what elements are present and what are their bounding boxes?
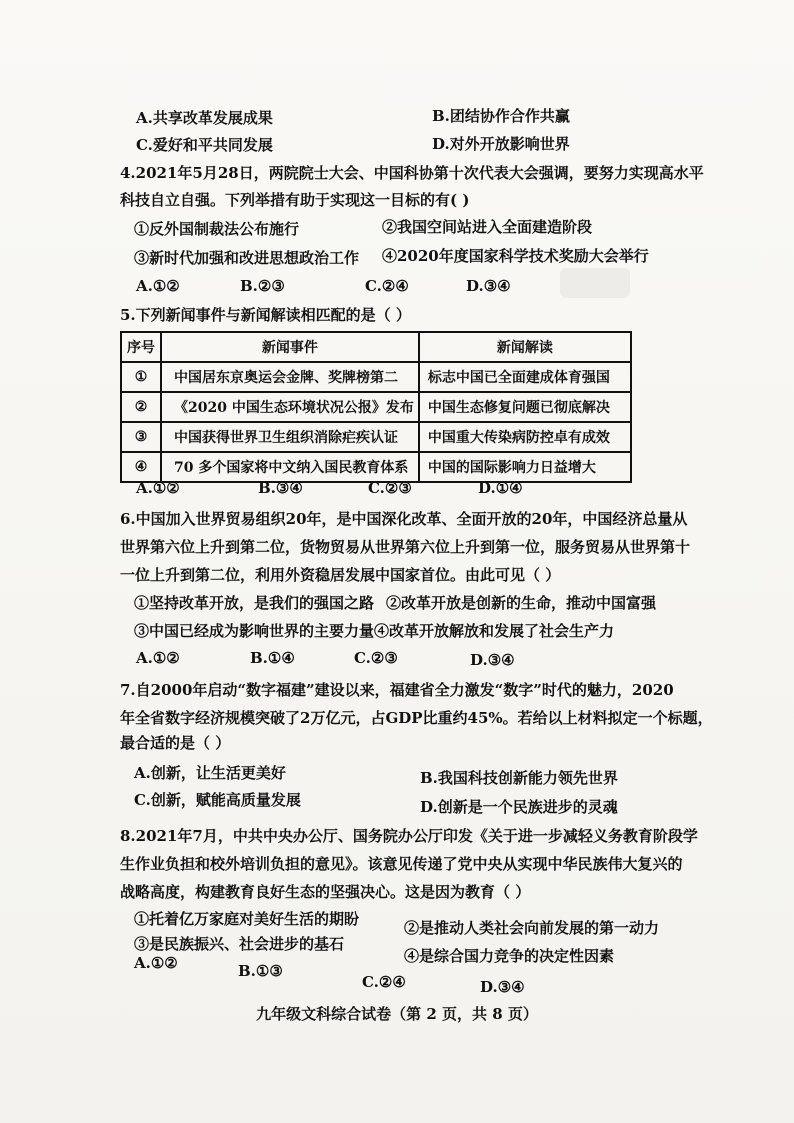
choice-a: A.①② [136,479,180,497]
row-index: ① [121,362,161,392]
choice-c: C.②③ [368,479,412,497]
choice-a: A.①② [134,954,178,972]
choice-b: B.③④ [258,479,303,497]
header-index: 序号 [121,332,161,362]
item-4: ④2020年度国家科学技术奖励大会举行 [382,247,649,265]
question-8-stem: 8.2021年7月，中共中央办公厅、国务院办公厅印发《关于进一步减轻义务教育阶段学 [120,827,698,845]
table-row [121,362,631,392]
choice-a: A.①② [136,277,180,295]
question-6-stem: 6.中国加入世界贸易组织20年，是中国深化改革、全面开放的20年，中国经济总量从 [120,510,688,528]
question-4-stem-cont: 科技自立自强。下列举措有助于实现这一目标的有( ) [120,191,470,209]
option-c: C.爱好和平共同发展 [136,136,273,154]
question-8-stem-cont: 战略高度，构建教育良好生态的坚强决心。这是因为教育（ ） [120,883,531,901]
question-7-stem-cont: 最合适的是（ ） [120,734,231,752]
choice-c: C.②④ [362,973,406,991]
option-d: D.对外开放影响世界 [432,135,570,153]
page-footer: 九年级文科综合试卷（第 2 页，共 8 页） [256,1005,538,1023]
choice-a: A.①② [136,649,180,667]
choice-c: C.②④ [365,277,409,295]
question-7-stem: 7.自2000年启动“数字福建”建设以来，福建省全力激发“数字”时代的魅力，2020 [120,681,674,699]
choice-d: D.③④ [466,277,511,295]
option-b: B.团结协作合作共赢 [432,107,570,125]
question-6-stem-cont: 世界第六位上升到第二位，货物贸易从世界第六位上升到第一位，服务贸易从世界第十 [120,538,691,556]
item-2: ②是推动人类社会向前发展的第一动力 [404,919,660,937]
item-3: ③中国已经成为影响世界的主要力量 [134,622,375,640]
header-event: 新闻事件 [161,332,419,362]
row-event: 《2020 中国生态环境状况公报》发布 [161,392,419,422]
question-6-stem-cont: 一位上升到第二位，利用外资稳居发展中国家首位。由此可见（ ） [120,566,561,584]
item-2: ②我国空间站进入全面建造阶段 [382,218,593,236]
row-interpretation: 中国生态修复问题已彻底解决 [419,392,631,422]
choice-b: B.①③ [238,962,283,980]
question-8-stem-cont: 生作业负担和校外培训负担的意见》。该意见传递了党中央从实现中华民族伟大复兴的 [120,855,683,873]
item-2: ②改革开放是创新的生命，推动中国富强 [386,594,657,612]
row-index: ③ [121,422,161,452]
question-4-stem: 4.2021年5月28日，两院院士大会、中国科协第十次代表大会强调，要努力实现高水平 [120,164,704,182]
item-1: ①托着亿万家庭对美好生活的期盼 [134,910,360,928]
option-a: A.共享改革发展成果 [136,109,273,127]
row-event: 中国居东京奥运会金牌、奖牌榜第二 [161,362,419,392]
option-a: A.创新，让生活更美好 [134,764,286,782]
item-4: ④改革开放解放和发展了社会生产力 [374,622,615,640]
choice-d: D.③④ [470,651,515,669]
item-4: ④是综合国力竞争的决定性因素 [404,947,615,965]
item-1: ①坚持改革开放，是我们的强国之路 [134,594,375,612]
row-interpretation: 中国的国际影响力日益增大 [419,452,631,482]
choice-b: B.②③ [240,277,285,295]
item-3: ③是民族振兴、社会进步的基石 [134,935,345,953]
question-5-stem: 5.下列新闻事件与新闻解读相匹配的是（ ） [120,306,411,324]
table-header-row [121,332,631,362]
row-index: ④ [121,452,161,482]
table-row [121,422,631,452]
question-7-stem-cont: 年全省数字经济规模突破了2万亿元，占GDP比重约45%。若给以上材料拟定一个标题， [120,709,713,727]
choice-d: D.①④ [478,479,523,497]
table-row [121,392,631,422]
option-b: B.我国科技创新能力领先世界 [420,769,618,787]
option-c: C.创新，赋能高质量发展 [134,791,301,809]
row-index: ② [121,392,161,422]
row-event: 70 多个国家将中文纳入国民教育体系 [161,452,419,482]
choice-c: C.②③ [354,649,398,667]
item-1: ①反外国制裁法公布施行 [134,220,300,238]
row-interpretation: 标志中国已全面建成体育强国 [419,362,631,392]
row-interpretation: 中国重大传染病防控卓有成效 [419,422,631,452]
option-d: D.创新是一个民族进步的灵魂 [420,798,618,816]
header-interpretation: 新闻解读 [419,332,631,362]
row-event: 中国获得世界卫生组织消除疟疾认证 [161,422,419,452]
choice-d: D.③④ [480,978,525,996]
scan-smudge [560,268,630,298]
news-table [120,331,632,483]
item-3: ③新时代加强和改进思想政治工作 [134,249,360,267]
choice-b: B.①④ [250,649,295,667]
